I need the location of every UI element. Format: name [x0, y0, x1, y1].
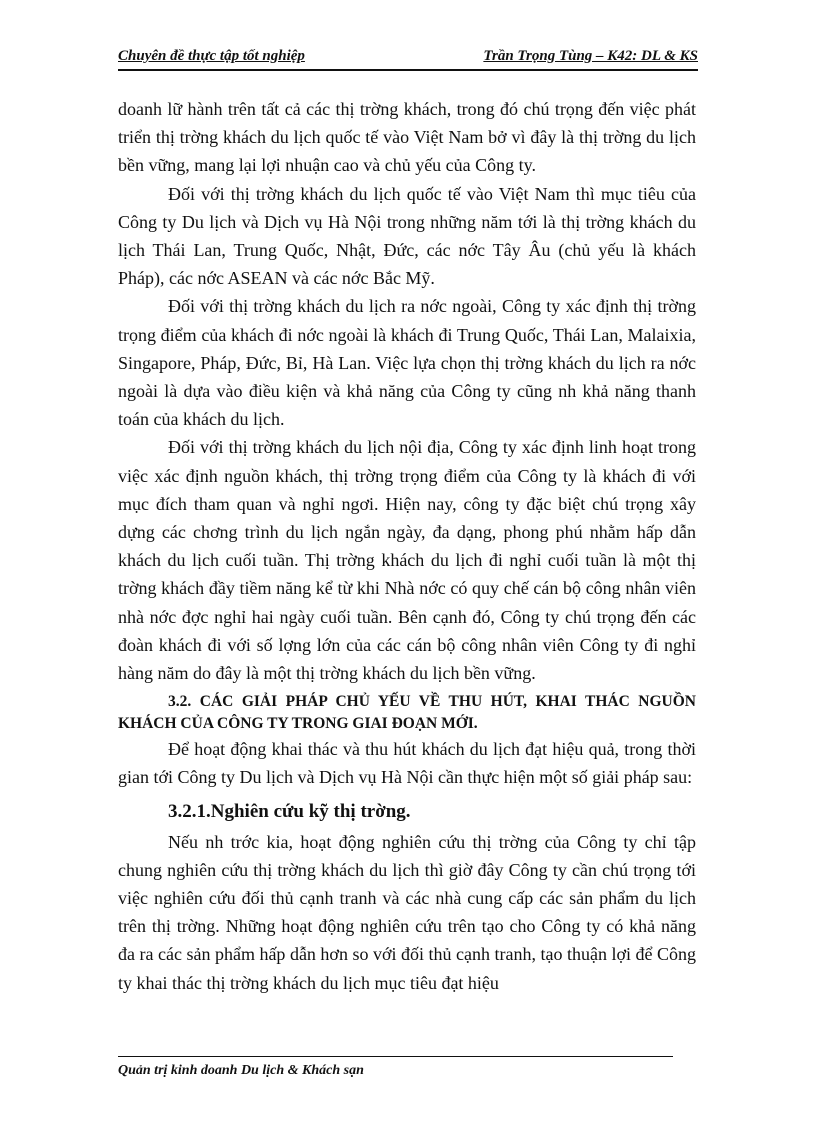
page-footer: Quản trị kinh doanh Du lịch & Khách sạn: [118, 1063, 364, 1077]
header-author: Trần Trọng Tùng – K42: DL & KS: [483, 48, 698, 64]
paragraph-international-market: Đối với thị trờng khách du lịch quốc tế vào Việt Nam thì mục tiêu của Công ty Du lịch và Dịch vụ Hà Nội trong những năm tới là thị trờng khách du lịch Thái Lan, Trung Quốc, Nhật, Đức, các nớc Tây Âu (chủ yếu là khách Pháp), các nớc ASEAN và các nớc Bắc Mỹ.: [118, 183, 696, 289]
header-report-title: Chuyên đề thực tập tốt nghiệp: [118, 48, 305, 64]
paragraph-market-research: Nếu nh trớc kia, hoạt động nghiên cứu thị trờng của Công ty chỉ tập chung nghiên cứu thị trờng khách du lịch thì giờ đây Công ty cần chú trọng tới việc nghiên cứu đối thủ cạnh tranh và các nhà cung cấp các sản phẩm du lịch trên thị trờng. Những hoạt động nghiên cứu trên tạo cho Công ty có khả năng đa ra các sản phẩm hấp dẫn hơn so với đối thủ cạnh tranh, tạo thuận lợi để Công ty khai thác thị trờng khách du lịch mục tiêu đạt hiệu: [118, 831, 696, 993]
paragraph-solutions-intro: Để hoạt động khai thác và thu hút khách du lịch đạt hiệu quả, trong thời gian tới Công ty Du lịch và Dịch vụ Hà Nội cần thực hiện một số giải pháp sau:: [118, 739, 696, 788]
header-divider: [118, 69, 698, 71]
section-heading: 3.2. CÁC GIẢI PHÁP CHỦ YẾU VỀ THU HÚT, KHAI THÁC NGUỒN KHÁCH CỦA CÔNG TY TRONG GIAI ĐOẠN MỚI.: [118, 693, 696, 733]
paragraph-continued: doanh lữ hành trên tất cả các thị trờng khách, trong đó chú trọng đến việc phát triển thị trờng khách du lịch quốc tế vào Việt Nam bở vì đây là thị trờng du lịch bền vững, mang lại lợi nhuận cao và chủ yếu của Công ty.: [118, 99, 696, 176]
paragraph-domestic-market: Đối với thị trờng khách du lịch nội địa, Công ty xác định linh hoạt trong việc xác định nguồn khách, thị trờng trọng điểm của Công ty là khách đi với mục đích tham quan và nghỉ ngơi. Hiện nay, công ty đặc biệt chú trọng xây dựng các chơng trình du lịch ngắn ngày, đa dạng, phong phú nhằm hấp dẫn khách du lịch cuối tuần. Thị trờng khách du lịch đi nghỉ cuối tuần là một thị trờng khách đầy tiềm năng kể từ khi Nhà nớc có quy chế cán bộ công nhân viên nhà nớc đợc nghỉ hai ngày cuối tuần. Bên cạnh đó, Công ty chú trọng đến các đoàn khách đi với số lợng lớn của các cán bộ công nhân viên Công ty đi nghỉ hàng năm do đây là một thị trờng khách du lịch bền vững.: [118, 437, 696, 684]
page-header: [118, 44, 698, 70]
paragraph-outbound-market: Đối với thị trờng khách du lịch ra nớc ngoài, Công ty xác định thị trờng trọng điểm của khách đi nớc ngoài là khách đi Trung Quốc, Thái Lan, Malaixia, Singapore, Pháp, Đức, Bỉ, Hà Lan. Việc lựa chọn thị trờng khách du lịch ra nớc ngoài là dựa vào điều kiện và khả năng của Công ty cũng nh khả năng thanh toán của khách du lịch.: [118, 296, 696, 430]
subsection-heading: 3.2.1.Nghiên cứu kỹ thị trờng.: [168, 800, 411, 822]
document-body: [118, 95, 696, 997]
footer-divider: [118, 1056, 673, 1057]
